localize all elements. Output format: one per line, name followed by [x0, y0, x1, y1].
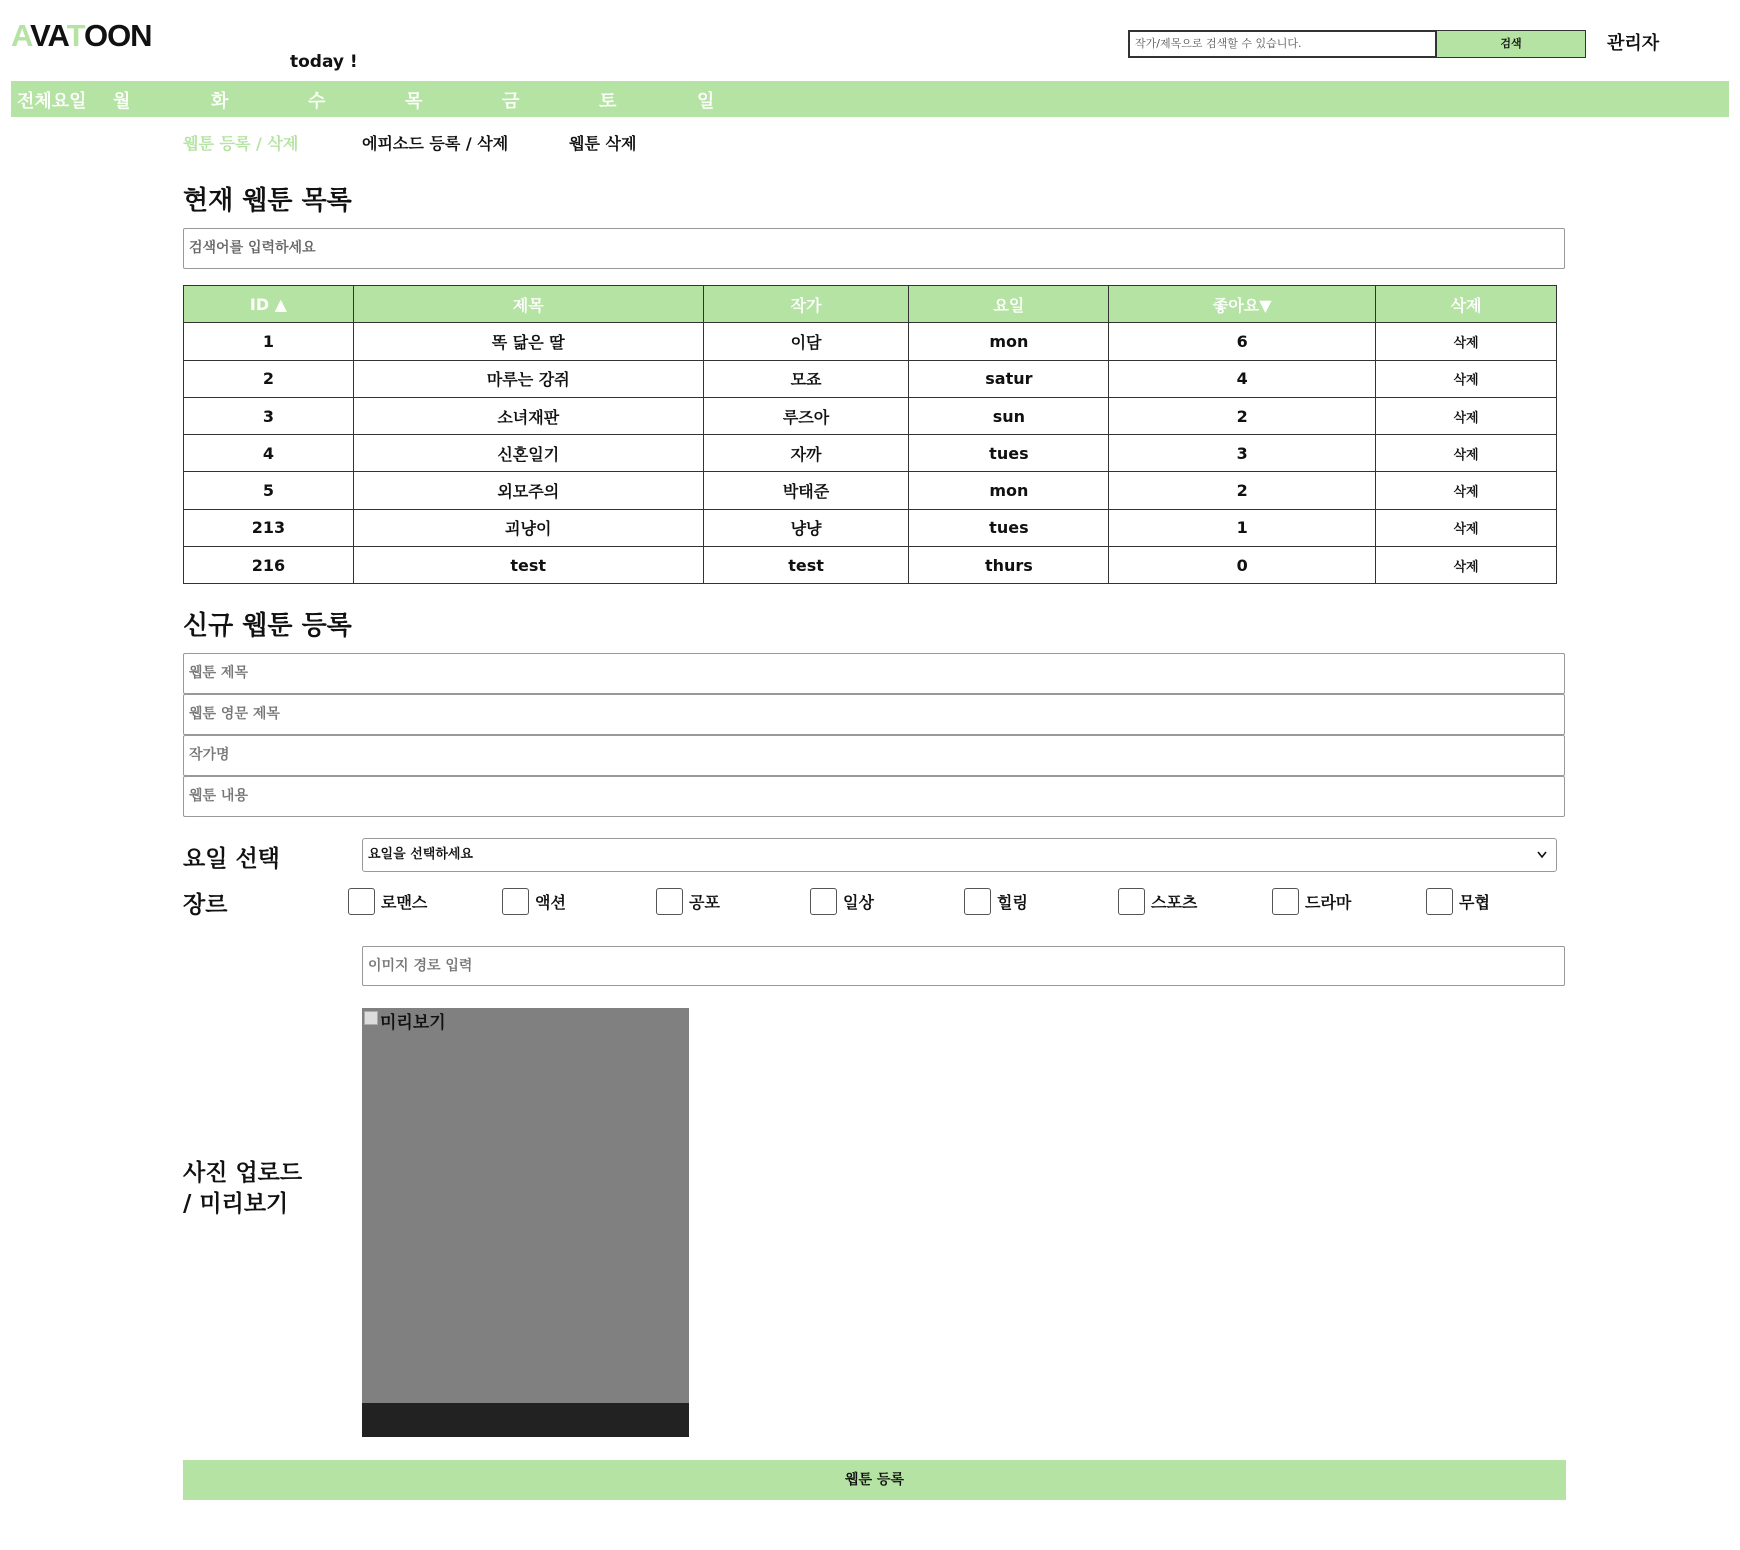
upload-label-line2: / 미리보기: [183, 1191, 289, 1217]
delete-button[interactable]: 삭제: [1376, 435, 1557, 472]
nav-item-wed[interactable]: 수: [308, 91, 326, 112]
cell-title: 똑 닮은 딸: [353, 323, 703, 360]
genre-option[interactable]: [348, 888, 427, 915]
cell-id: 1: [184, 323, 354, 360]
table-row: [184, 323, 1557, 360]
cell-likes: 0: [1109, 547, 1376, 584]
day-select-value: 요일을 선택하세요: [368, 847, 473, 862]
list-search-input[interactable]: [183, 228, 1565, 269]
header-search-input[interactable]: [1128, 30, 1437, 58]
cell-author: 루즈아: [703, 397, 909, 434]
cell-author: 냥냥: [703, 509, 909, 546]
cell-likes: 6: [1109, 323, 1376, 360]
today-label: today !: [290, 52, 358, 72]
title-placeholder: 웹툰 제목: [189, 665, 248, 681]
author-placeholder: 작가명: [189, 747, 230, 763]
genre-label: 장르: [183, 892, 228, 918]
genre-name: 무협: [1459, 893, 1490, 912]
logo-part: A: [11, 18, 31, 53]
nav-item-mon[interactable]: 월: [113, 91, 131, 112]
day-nav: [11, 81, 1729, 117]
col-author-header: 작가: [703, 286, 909, 323]
genre-option[interactable]: [656, 888, 720, 915]
table-row: [184, 509, 1557, 546]
cell-id: 5: [184, 472, 354, 509]
logo-part: VA: [30, 18, 67, 53]
checkbox[interactable]: [810, 888, 837, 915]
admin-link[interactable]: 관리자: [1607, 33, 1660, 54]
preview-bottom-bar: [362, 1403, 689, 1437]
cell-title: 신혼일기: [353, 435, 703, 472]
image-path-placeholder: 이미지 경로 입력: [368, 958, 473, 974]
list-search-placeholder: 검색어를 입력하세요: [189, 240, 316, 256]
preview-alt-text: 미리보기: [380, 1013, 446, 1033]
list-section-title: 현재 웹툰 목록: [183, 186, 352, 216]
col-title-header: 제목: [353, 286, 703, 323]
nav-item-tue[interactable]: 화: [211, 91, 229, 112]
logo[interactable]: [11, 18, 152, 54]
nav-item-sat[interactable]: 토: [599, 91, 617, 112]
genre-option[interactable]: [1272, 888, 1351, 915]
cell-title: 외모주의: [353, 472, 703, 509]
delete-button[interactable]: 삭제: [1376, 547, 1557, 584]
table-header-row: [184, 286, 1557, 323]
cell-title: test: [353, 547, 703, 584]
cell-likes: 1: [1109, 509, 1376, 546]
cell-title: 괴냥이: [353, 509, 703, 546]
cell-day: satur: [909, 360, 1109, 397]
header-search-button[interactable]: 검색: [1436, 30, 1586, 58]
title-input[interactable]: [183, 653, 1565, 694]
genre-option[interactable]: [1426, 888, 1490, 915]
table-row: [184, 397, 1557, 434]
content-input[interactable]: [183, 776, 1565, 817]
delete-button[interactable]: 삭제: [1376, 472, 1557, 509]
day-select[interactable]: [362, 838, 1557, 872]
tab-webtoon-delete[interactable]: 웹툰 삭제: [569, 134, 637, 153]
cell-day: thurs: [909, 547, 1109, 584]
col-id-header[interactable]: ID ▲: [184, 286, 354, 323]
cell-title: 소녀재판: [353, 397, 703, 434]
col-delete-header: 삭제: [1376, 286, 1557, 323]
nav-item-fri[interactable]: 금: [502, 91, 520, 112]
header-search-placeholder: 작가/제목으로 검색할 수 있습니다.: [1135, 37, 1302, 50]
genre-name: 액션: [535, 893, 566, 912]
table-row: [184, 547, 1557, 584]
table-row: [184, 435, 1557, 472]
register-webtoon-button[interactable]: 웹툰 등록: [183, 1460, 1566, 1500]
col-day-header: 요일: [909, 286, 1109, 323]
checkbox[interactable]: [1272, 888, 1299, 915]
cell-likes: 4: [1109, 360, 1376, 397]
checkbox[interactable]: [964, 888, 991, 915]
cell-title: 마루는 강쥐: [353, 360, 703, 397]
genre-option[interactable]: [810, 888, 874, 915]
cell-author: 모죠: [703, 360, 909, 397]
tab-episode-register[interactable]: 에피소드 등록 / 삭제: [362, 134, 509, 153]
genre-name: 힐링: [997, 893, 1028, 912]
nav-item-all[interactable]: 전체요일: [17, 91, 87, 112]
table-row: [184, 472, 1557, 509]
image-preview: [362, 1008, 689, 1437]
logo-part: T: [66, 18, 84, 53]
logo-part: OON: [83, 18, 152, 53]
content-placeholder: 웹툰 내용: [189, 788, 248, 804]
cell-id: 2: [184, 360, 354, 397]
author-input[interactable]: [183, 735, 1565, 776]
genre-name: 공포: [689, 893, 720, 912]
cell-id: 213: [184, 509, 354, 546]
cell-author: 박태준: [703, 472, 909, 509]
webtoon-table: [183, 285, 1557, 584]
genre-name: 일상: [843, 893, 874, 912]
delete-button[interactable]: 삭제: [1376, 323, 1557, 360]
cell-author: 이담: [703, 323, 909, 360]
genre-option[interactable]: [502, 888, 566, 915]
genre-option[interactable]: [1118, 888, 1197, 915]
cell-day: tues: [909, 509, 1109, 546]
genre-name: 스포츠: [1151, 893, 1198, 912]
cell-author: test: [703, 547, 909, 584]
delete-button[interactable]: 삭제: [1376, 509, 1557, 546]
eng-title-input[interactable]: [183, 694, 1565, 735]
cell-day: mon: [909, 472, 1109, 509]
nav-item-sun[interactable]: 일: [697, 91, 715, 112]
cell-likes: 3: [1109, 435, 1376, 472]
genre-name: 드라마: [1305, 893, 1352, 912]
tab-webtoon-register[interactable]: 웹툰 등록 / 삭제: [183, 134, 299, 153]
nav-item-thu[interactable]: 목: [405, 91, 423, 112]
checkbox[interactable]: [348, 888, 375, 915]
genre-option[interactable]: [964, 888, 1028, 915]
upload-label: [183, 1158, 302, 1220]
cell-day: mon: [909, 323, 1109, 360]
day-select-label: 요일 선택: [183, 846, 280, 872]
checkbox[interactable]: [502, 888, 529, 915]
cell-id: 4: [184, 435, 354, 472]
cell-day: tues: [909, 435, 1109, 472]
eng-title-placeholder: 웹툰 영문 제목: [189, 706, 280, 722]
genre-name: 로맨스: [381, 893, 428, 912]
cell-id: 216: [184, 547, 354, 584]
checkbox[interactable]: [1118, 888, 1145, 915]
cell-day: sun: [909, 397, 1109, 434]
image-path-input[interactable]: [362, 946, 1565, 986]
chevron-down-icon: [1536, 839, 1548, 883]
delete-button[interactable]: 삭제: [1376, 397, 1557, 434]
table-row: [184, 360, 1557, 397]
upload-label-line1: 사진 업로드: [183, 1160, 303, 1186]
cell-id: 3: [184, 397, 354, 434]
col-likes-header[interactable]: 좋아요▼: [1109, 286, 1376, 323]
form-section-title: 신규 웹툰 등록: [183, 611, 352, 641]
cell-author: 자까: [703, 435, 909, 472]
delete-button[interactable]: 삭제: [1376, 360, 1557, 397]
checkbox[interactable]: [1426, 888, 1453, 915]
cell-likes: 2: [1109, 397, 1376, 434]
cell-likes: 2: [1109, 472, 1376, 509]
checkbox[interactable]: [656, 888, 683, 915]
